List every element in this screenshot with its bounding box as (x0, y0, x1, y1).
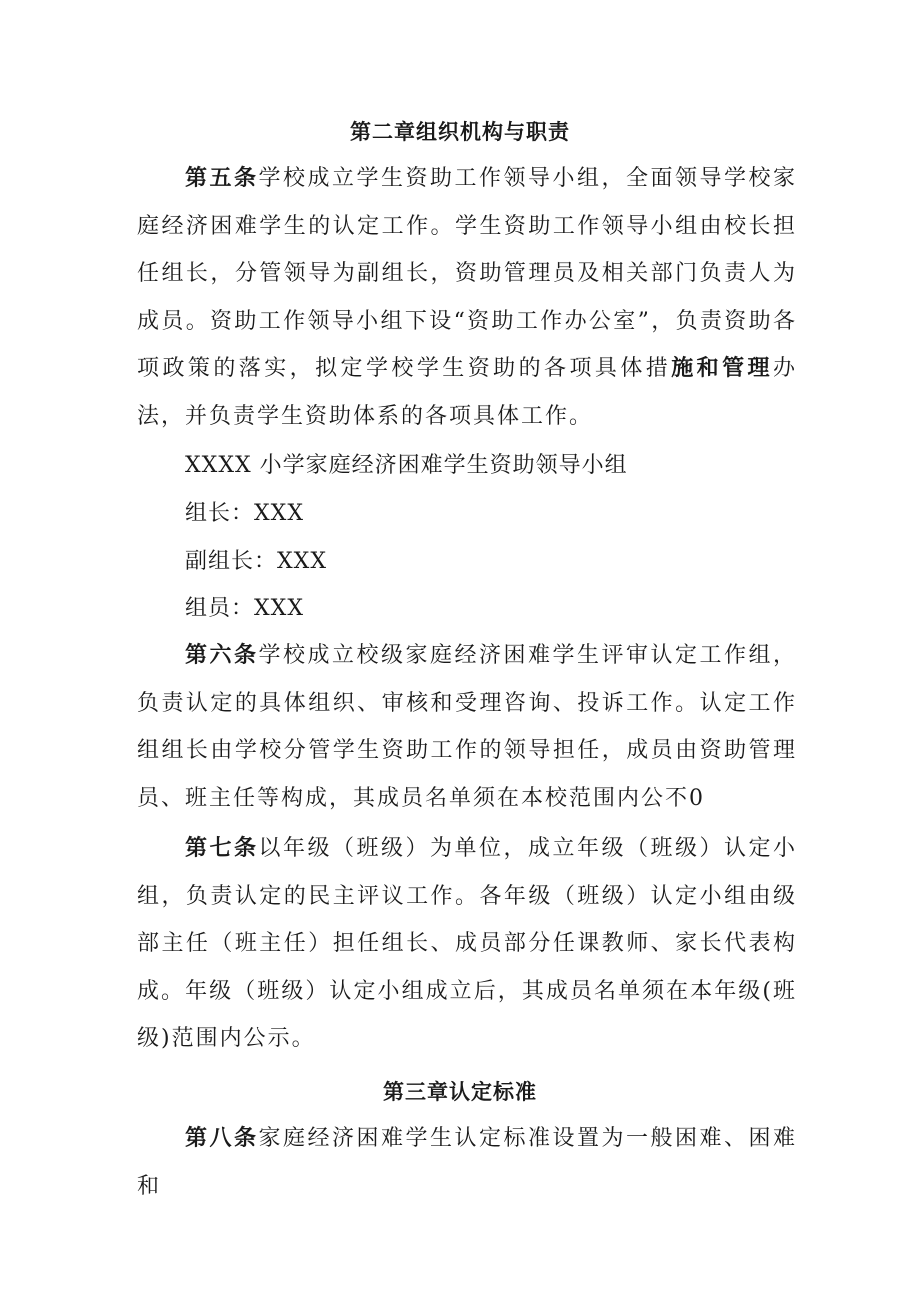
article-8-label: 第八条 (185, 1126, 259, 1151)
article-8-text: 家庭经济困难学生认定标准设置为一般困难、困难和 (137, 1126, 797, 1199)
group-name: XXXX 小学家庭经济困难学生资助领导小组 (185, 453, 628, 478)
article-7-text: 以年级（班级）为单位，成立年级（班级）认定小组，负责认定的民主评议工作。各年级（班级）认定小组由级部主任（班主任）担任组长、成员部分任课教师、家长代表构成。年级（班级）认定小组成立后，其成员名单须在本年级(班级)范围内公示。 (137, 836, 797, 1051)
article-6-text: 学校成立校级家庭经济困难学生评审认定工作组，负责认定的具体组织、审核和受理咨询、投诉工作。认定工作组组长由学校分管学生资助工作的领导担任，成员由资助管理员、班主任等构成，其成员名单须在本校范围内公不0 (137, 643, 797, 811)
article-5-label: 第五条 (185, 166, 259, 191)
article-7-label: 第七条 (185, 836, 259, 861)
chapter-2-title: 第二章组织机构与职责 (350, 120, 570, 144)
article-5-bold-phrase: 施和管理 (671, 356, 773, 381)
article-8 (137, 1115, 797, 1210)
article-5-text-b: 办法，并负责学生资助体系的各项具体工作。 (137, 356, 797, 429)
group-members: 组员：XXX (185, 596, 304, 621)
group-deputy: 副组长：XXX (185, 549, 327, 574)
article-6-label: 第六条 (185, 643, 259, 668)
article-5-text-a: 学校成立学生资助工作领导小组，全面领导学校家庭经济困难学生的认定工作。学生资助工作领导小组由校长担任组长，分管领导为副组长，资助管理员及相关部门负责人为成员。资助工作领导小组下设“资助工作办公室”，负责资助各项政策的落实，拟定学校学生资助的各项具体措 (137, 166, 797, 381)
group-leader: 组长：XXX (185, 501, 304, 526)
article-5 (137, 155, 797, 440)
article-6 (137, 632, 797, 822)
chapter-3-title: 第三章认定标准 (383, 1080, 537, 1104)
article-7 (137, 825, 797, 1063)
